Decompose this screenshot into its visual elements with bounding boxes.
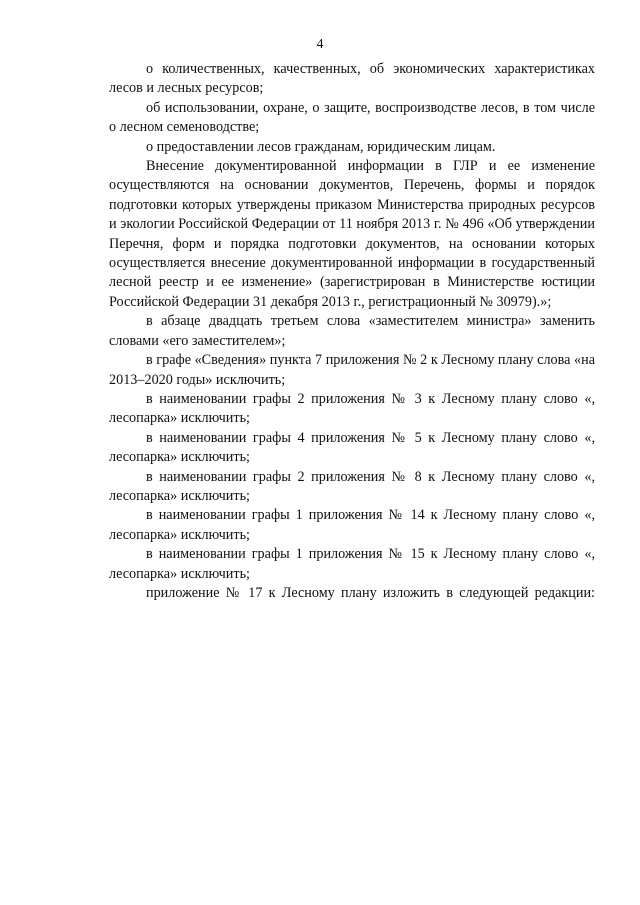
paragraph-appendix-2-amendment: в графе «Сведения» пункта 7 приложения № 2 к Лесному плану слова «на 2013–2020 годы» исключить; (109, 352, 595, 388)
paragraph-forest-provision: о предоставлении лесов гражданам, юридическим лицам. (146, 138, 496, 155)
paragraph-quantitative-characteristics: о количественных, качественных, об экономических характеристиках лесов и лесных ресурсов; (109, 61, 595, 97)
paragraph-deputy-minister-replacement: в абзаце двадцать третьем слова «заместителем министра» заменить словами «его заместителем»; (109, 313, 595, 349)
document-body (109, 60, 595, 603)
paragraph-appendix-15-amendment: в наименовании графы 1 приложения № 15 к Лесному плану слово «, лесопарка» исключить; (109, 546, 595, 582)
paragraph-appendix-14-amendment: в наименовании графы 1 приложения № 14 к Лесному плану слово «, лесопарка» исключить; (109, 507, 595, 543)
paragraph-appendix-8-amendment: в наименовании графы 2 приложения № 8 к Лесному плану слово «, лесопарка» исключить; (109, 468, 595, 504)
paragraph-forest-use-protection: об использовании, охране, о защите, воспроизводстве лесов, в том числе о лесном семеноводстве; (109, 99, 595, 136)
paragraph-appendix-17-new-edition: приложение № 17 к Лесному плану изложить в следующей редакции: (146, 584, 595, 601)
paragraph-appendix-5-amendment: в наименовании графы 4 приложения № 5 к Лесному плану слово «, лесопарка» исключить; (109, 429, 595, 466)
paragraph-glr-information-entry: Внесение документированной информации в ГЛР и ее изменение осуществляются на основании документов, Перечень, формы и порядок подготовки которых утверждены приказом Министерства природных ресурсов и экологии Российской Федерации от 11 ноября 2013 г. № 496 «Об утверждении Перечня, форм и порядка подготовки документов, на основании которых осуществляется внесение документированной информации в государственный лесной реестр и ее изменение» (зарегистрирован в Министерстве юстиции Российской Федерации 31 декабря 2013 г., регистрационный № 30979).»; (109, 158, 595, 310)
paragraph-appendix-3-amendment: в наименовании графы 2 приложения № 3 к Лесному плану слово «, лесопарка» исключить; (109, 390, 595, 427)
page-number: 4 (316, 37, 324, 52)
